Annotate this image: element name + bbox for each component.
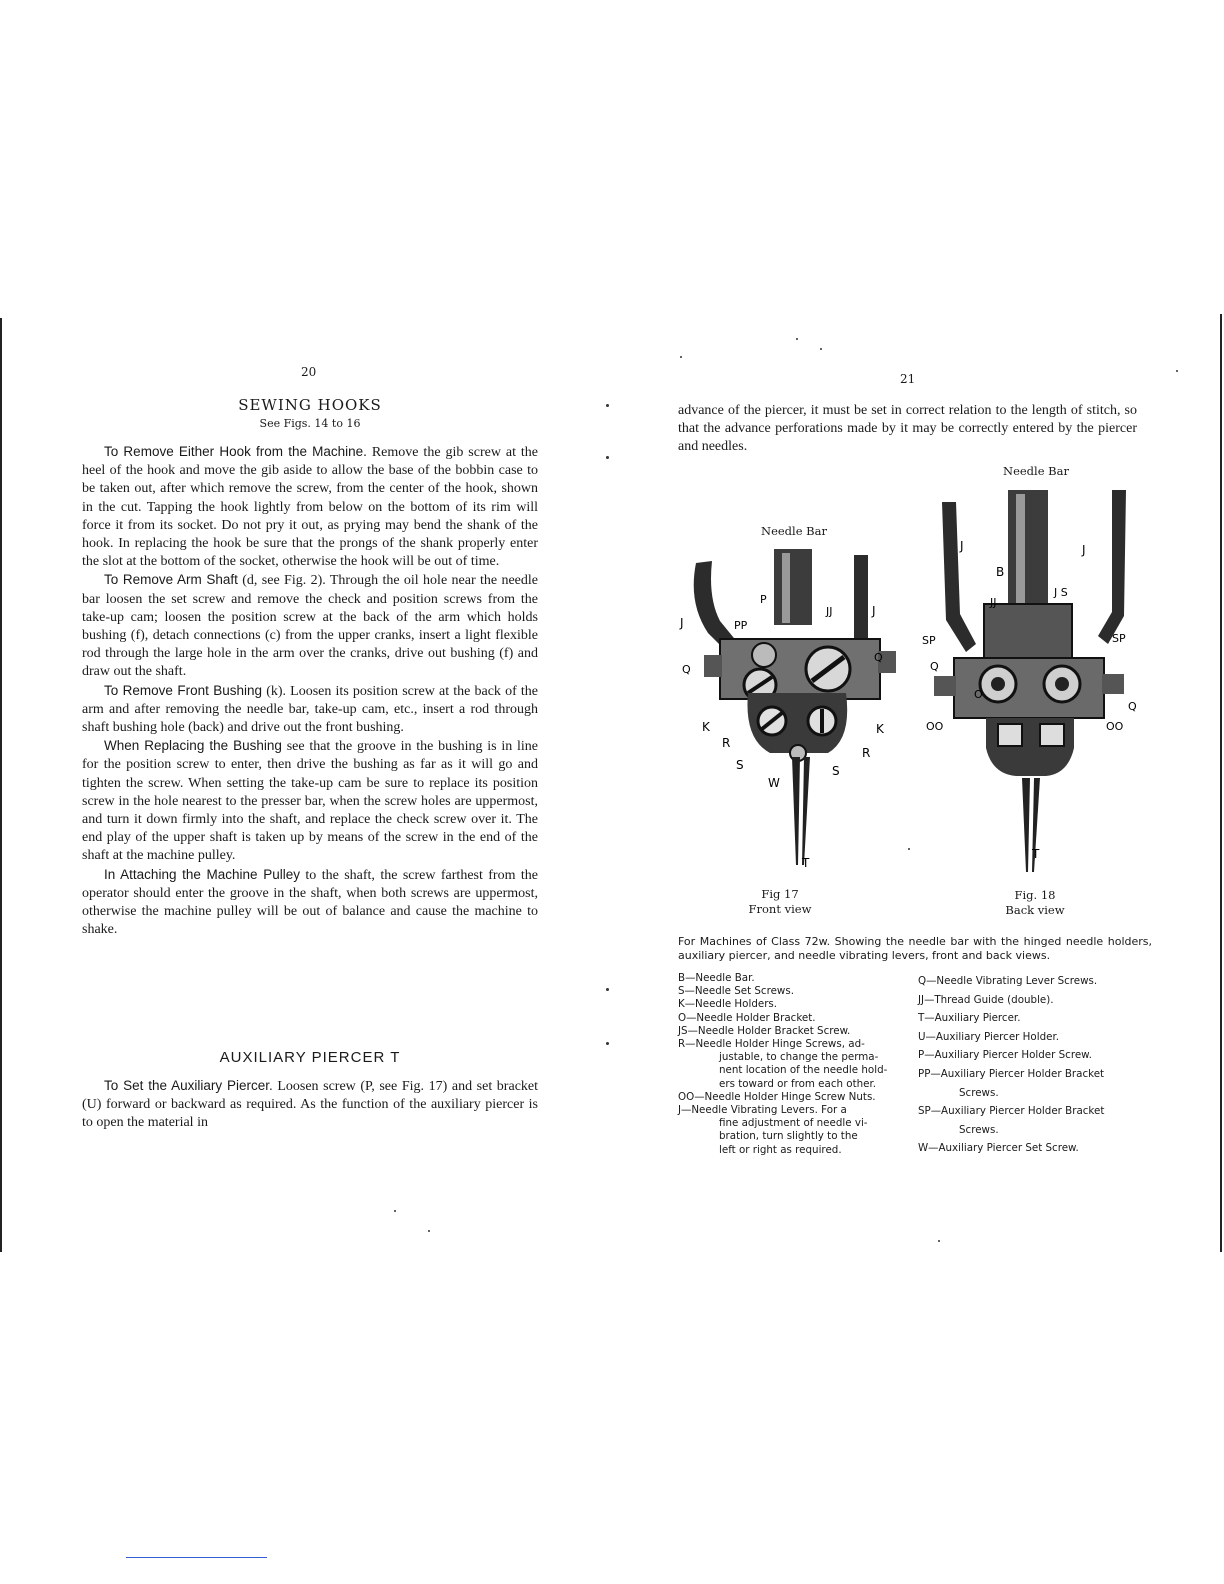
paragraph-attaching-pulley: In Attaching the Machine Pulley to the shaft, the screw farthest from the operator should enter the groove in the shaft, when both screws are uppermost, otherwise the machine pulley will be out of balance and cause the machine to shake.: [82, 866, 538, 938]
fig17-needle-left: [792, 757, 800, 865]
fig17-label-t: T: [802, 856, 810, 870]
fig17-label-q-left: Q: [682, 663, 691, 676]
speck: [1176, 370, 1178, 372]
fig18-label-j-left: J: [960, 539, 964, 553]
fig17-bar-highlight: [782, 553, 790, 623]
legend-item: PP—Auxiliary Piercer Holder Bracket: [918, 1067, 1105, 1080]
fig18-label-q-left: Q: [930, 660, 939, 673]
speck: [820, 348, 822, 350]
fig18-label-sp-right: SP: [1112, 632, 1126, 645]
fig17-label-s-right: S: [832, 764, 840, 778]
legend-item: nent location of the needle hold-: [719, 1064, 888, 1077]
fig18-label-oo-right: OO: [1106, 720, 1124, 733]
speck: [796, 338, 798, 340]
bottom-blue-underline: [126, 1557, 267, 1558]
fig18-caption: Fig. 18 Back view: [1005, 888, 1065, 917]
legend-left: [678, 972, 914, 1157]
fig17-label-j-right: J: [872, 604, 876, 618]
speck: [908, 848, 910, 850]
legend-right: [918, 972, 1158, 1158]
fig18-lever-left: [942, 502, 976, 652]
fig17-side-screw-left: [704, 655, 722, 677]
legend-item: JS—Needle Holder Bracket Screw.: [678, 1024, 851, 1037]
fig17-caption: Fig 17 Front view: [748, 887, 812, 916]
fig17-label-s-left: S: [736, 758, 744, 772]
fig18-label-js: J S: [1054, 586, 1068, 599]
legend-item: W—Auxiliary Piercer Set Screw.: [918, 1142, 1079, 1155]
fig18-thread-guide: [984, 604, 1072, 664]
section-subtitle: See Figs. 14 to 16: [259, 417, 361, 430]
fig18-needle-left: [1022, 778, 1030, 872]
fig17-label-r-left: R: [722, 736, 731, 750]
left-margin-line: [0, 318, 2, 1252]
fig17-label-k-right: K: [876, 722, 884, 736]
fig18-lever-right: [1098, 490, 1126, 644]
page-number-right: 21: [900, 372, 916, 386]
auxiliary-piercer-body: [82, 1077, 538, 1133]
fig18-needle-bar-label: Needle Bar: [1003, 464, 1069, 478]
fig17-needle-bar: [774, 549, 812, 625]
page-number-left: 20: [301, 365, 317, 379]
legend-item: O—Needle Holder Bracket.: [678, 1011, 816, 1024]
legend-item: R—Needle Holder Hinge Screws, ad-: [678, 1038, 865, 1051]
fig18-label-oo-left: OO: [926, 720, 944, 733]
legend-item: P—Auxiliary Piercer Holder Screw.: [918, 1049, 1092, 1062]
legend-item: Screws.: [959, 1123, 999, 1136]
legend-item: left or right as required.: [719, 1143, 842, 1156]
legend-item: S—Needle Set Screws.: [678, 985, 794, 998]
fig18-illustration: [916, 484, 1146, 876]
fig17-label-p: P: [760, 593, 767, 606]
fig17-label-jj: JJ: [826, 605, 833, 618]
speck: [680, 356, 682, 358]
fig17-needle-right: [802, 757, 810, 865]
fig18-side-screw-left: [934, 676, 956, 696]
sewing-hooks-body: [82, 443, 538, 939]
fig17-label-pp: PP: [734, 619, 748, 632]
legend-item: Q—Needle Vibrating Lever Screws.: [918, 975, 1098, 987]
fig18-label-t: T: [1032, 847, 1040, 861]
legend-item: B—Needle Bar.: [678, 972, 755, 984]
paragraph-replacing-bushing: When Replacing the Bushing see that the groove in the bushing is in line for the position screw to enter, then drive the bushing as far as it will go and tighten the screw. When setting the take-up cam be sure to replace its position screw in the hole nearest to the presser bar, when the screw holes are uppermost, and turn it down firmly into the shaft, and replace the check screw over it. The end play of the upper shaft is taken up by means of the screw in the end of the shaft at the machine pulley.: [82, 738, 539, 864]
fig18-side-screw-right: [1102, 674, 1124, 694]
legend-item: T—Auxiliary Piercer.: [918, 1012, 1021, 1025]
speck: [606, 988, 609, 991]
fig17-illustration: [678, 543, 918, 873]
legend-item: OO—Needle Holder Hinge Screw Nuts.: [678, 1090, 876, 1103]
legend-item: justable, to change the perma-: [719, 1051, 879, 1064]
section-title-auxiliary-piercer: AUXILIARY PIERCER T: [219, 1049, 401, 1066]
legend-item: ers toward or from each other.: [719, 1077, 877, 1090]
fig17-label-q-right: Q: [874, 651, 883, 664]
legend-item: bration, turn slightly to the: [719, 1130, 858, 1143]
section-title-sewing-hooks: SEWING HOOKS: [238, 396, 382, 414]
legend-item: Screws.: [959, 1086, 999, 1099]
fig18-label-b: B: [996, 565, 1005, 579]
fig17-needle-bar-label: Needle Bar: [761, 524, 827, 538]
speck: [606, 456, 609, 459]
fig17-label-j-left: J: [680, 616, 684, 630]
speck: [606, 404, 609, 407]
legend-item: K—Needle Holders.: [678, 998, 778, 1011]
fig17-label-w: W: [768, 776, 780, 790]
paragraph-remove-front-bushing: To Remove Front Bushing (k). Loosen its position screw at the back of the arm and after removing the needle bar, take-up cam, etc., insert a rod through shaft bushing hole (back) and drive out the front bushing.: [82, 682, 539, 736]
legend-item: J—Needle Vibrating Levers. For a: [678, 1104, 847, 1117]
right-margin-line: [1220, 314, 1222, 1252]
speck: [606, 1042, 609, 1045]
fig17-label-r-right: R: [862, 746, 871, 760]
fig18-label-j-right: J: [1082, 543, 1086, 557]
paragraph-remove-arm-shaft: To Remove Arm Shaft (d, see Fig. 2). Through the oil hole near the needle bar loosen the set screw and remove the check and position screws from the take-up cam; loosen the position screw at the back of the arm which holds bushing (f), detach connections (c) from the upper cranks, insert a light flexible rod through the large hole in the arm over the cranks, drive out bushing (f) and draw out the shaft.: [82, 572, 538, 680]
legend-item: JJ—Thread Guide (double).: [918, 993, 1054, 1006]
paragraph-set-auxiliary-piercer: To Set the Auxiliary Piercer. Loosen screw (P, see Fig. 17) and set bracket (U) forward or backward as required. As the function of the auxiliary piercer is to open the material in: [82, 1078, 539, 1131]
right-page: [612, 0, 1224, 1584]
continued-paragraph: advance of the piercer, it must be set in correct relation to the length of stitch, so that the advance perforations made by it may be correctly entered by the piercer and needles.: [678, 403, 1137, 455]
figure-description: For Machines of Class 72w. Showing the needle bar with the hinged needle holders, auxiliary piercer, and needle vibrating levers, front and back views.: [678, 935, 1152, 962]
fig18-label-sp-left: SP: [922, 634, 936, 647]
legend-item: SP—Auxiliary Piercer Holder Bracket: [918, 1105, 1105, 1118]
speck: [428, 1230, 430, 1232]
legend-item: fine adjustment of needle vi-: [719, 1117, 868, 1130]
fig17-label-k-left: K: [702, 720, 710, 734]
legend-item: U—Auxiliary Piercer Holder.: [918, 1030, 1060, 1043]
speck: [938, 1240, 940, 1242]
fig18-label-q-right: Q: [1128, 700, 1137, 713]
fig18-label-o: O: [974, 688, 983, 701]
fig18-label-jj: JJ: [990, 596, 997, 609]
fig17-screw-pp: [752, 643, 776, 667]
paragraph-remove-hook: To Remove Either Hook from the Machine. Remove the gib screw at the heel of the hook and move the gib aside to allow the base of the bobbin case to be taken out, after which remove the screw, from the center of the hook, shown in the cut. Tapping the hook lightly from below on the bottom of its rim will force it from its socket. Do not pry it out, as prying may bend the shank of the hook. In replacing the hook be sure that the prongs of the shank properly enter the slot at the bottom of the socket, otherwise the hook will be out of time.: [82, 444, 538, 570]
speck: [394, 1210, 396, 1212]
